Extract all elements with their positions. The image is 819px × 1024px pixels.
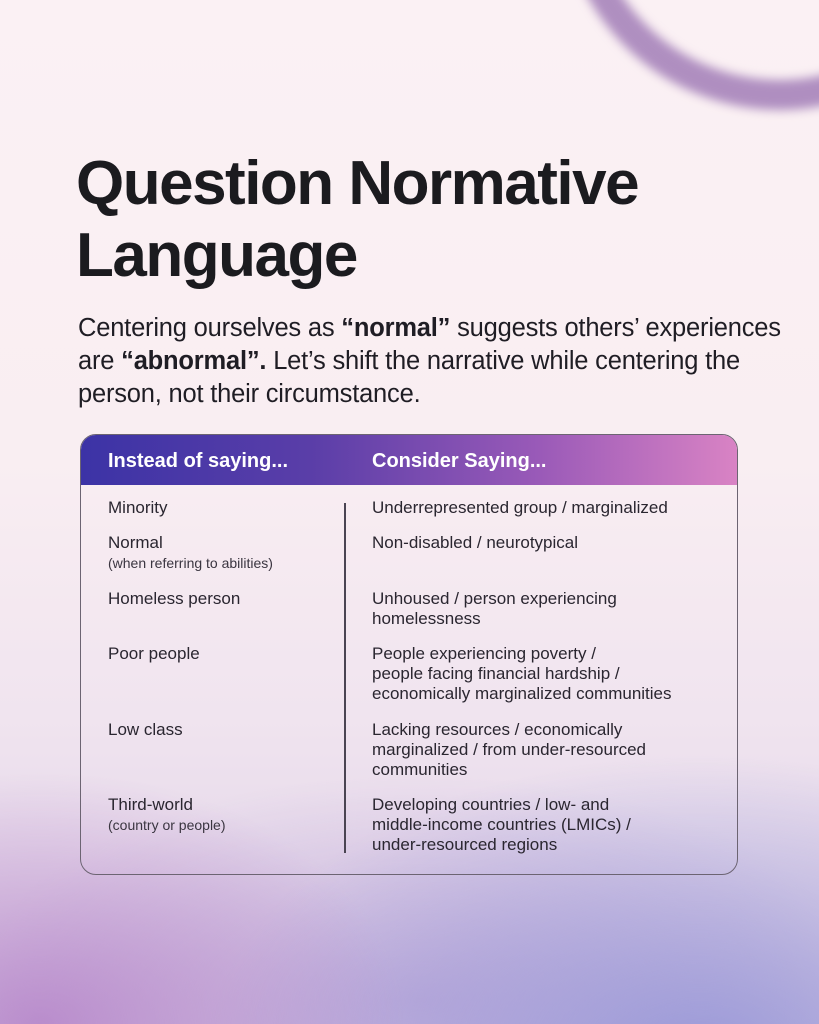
table-row-consider xyxy=(372,795,732,855)
consider-line: middle-income countries (LMICs) / xyxy=(372,815,631,834)
title-line-1: Question Normative xyxy=(76,149,639,218)
consider-line: communities xyxy=(372,760,468,779)
instead-note: (country or people) xyxy=(108,817,226,833)
consider-line: homelessness xyxy=(372,609,481,628)
subtitle xyxy=(78,312,798,411)
consider-line: marginalized / from under-resourced xyxy=(372,740,647,759)
header-instead-of-saying: Instead of saying... xyxy=(108,450,289,472)
table-row-instead xyxy=(108,589,338,609)
consider-line: Lacking resources / economically xyxy=(372,720,623,739)
instead-term: Third-world xyxy=(108,795,194,814)
header-consider-saying: Consider Saying... xyxy=(372,450,547,472)
table-row-consider xyxy=(372,720,732,780)
instead-term: Normal xyxy=(108,533,163,552)
language-table xyxy=(80,434,738,875)
table-row-instead xyxy=(108,533,338,573)
consider-line: Developing countries / low- and xyxy=(372,795,610,814)
table-row-instead xyxy=(108,498,338,518)
instead-term: Poor people xyxy=(108,644,200,663)
instead-term: Homeless person xyxy=(108,589,241,608)
table-row-instead xyxy=(108,644,338,664)
table-header xyxy=(81,435,737,485)
consider-line: people facing financial hardship / xyxy=(372,664,620,683)
table-row-consider xyxy=(372,644,732,704)
subtitle-part-1: Centering ourselves as xyxy=(78,314,342,342)
consider-line: People experiencing poverty / xyxy=(372,644,596,663)
consider-line: under-resourced regions xyxy=(372,835,558,854)
instead-term: Minority xyxy=(108,498,168,517)
table-row-consider xyxy=(372,533,732,553)
subtitle-part-3: Let’s shift the narrative while centering the person, not their circumstance. xyxy=(78,347,740,408)
column-divider xyxy=(344,503,346,853)
consider-line: Non-disabled / neurotypical xyxy=(372,533,579,552)
instead-note: (when referring to abilities) xyxy=(108,555,273,571)
page-title xyxy=(76,148,776,292)
consider-line: economically marginalized communities xyxy=(372,684,672,703)
consider-line: Unhoused / person experiencing xyxy=(372,589,617,608)
instead-term: Low class xyxy=(108,720,183,739)
title-line-2: Language xyxy=(76,221,357,290)
table-row-consider xyxy=(372,498,732,518)
decorative-arc xyxy=(560,0,819,110)
subtitle-part-2: suggests others’ experiences are xyxy=(78,314,781,375)
consider-line: Underrepresented group / marginalized xyxy=(372,498,668,517)
subtitle-bold-abnormal: “abnormal”. xyxy=(121,347,267,375)
table-row-instead xyxy=(108,795,338,835)
table-row-instead xyxy=(108,720,338,740)
subtitle-bold-normal: “normal” xyxy=(341,314,451,342)
table-row-consider xyxy=(372,589,732,629)
